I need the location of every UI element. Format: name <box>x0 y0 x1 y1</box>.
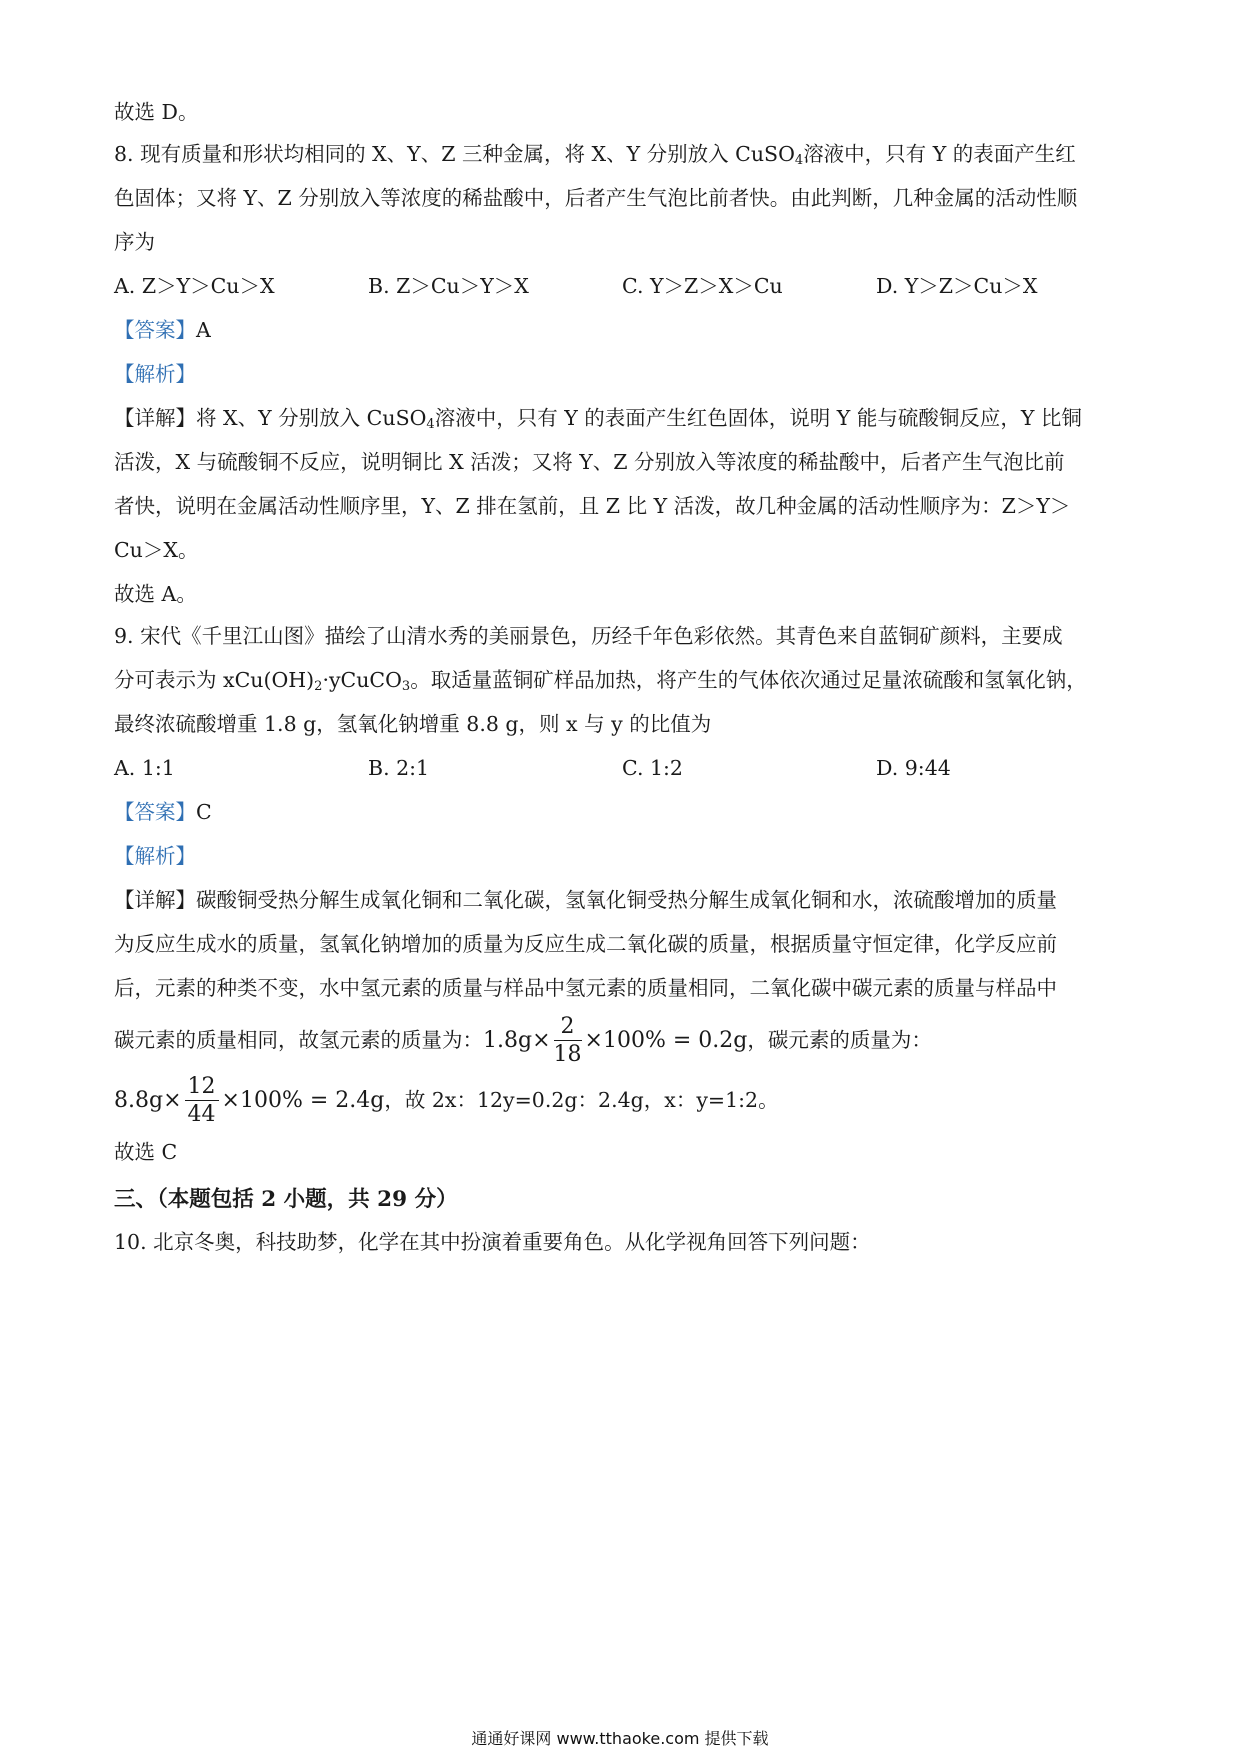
q9-detail-line-1 <box>114 886 1134 914</box>
q9-answer <box>114 798 1134 826</box>
text: ，碳元素的质量为： <box>747 1028 932 1052</box>
formula-text: 8.8g× <box>114 1088 182 1113</box>
detail-tag: 【详解】 <box>114 406 196 430</box>
q9-detail-line-2 <box>114 930 1134 958</box>
analysis-tag: 【解析】 <box>114 362 196 386</box>
fraction-numerator: 2 <box>554 1014 582 1041</box>
q8-analysis-tag <box>114 360 1134 388</box>
text: 10. 北京冬奥，科技助梦，化学在其中扮演着重要角色。从化学视角回答下列问题： <box>114 1230 871 1254</box>
text: 最终浓硫酸增重 1.8 g，氢氧化钠增重 8.8 g，则 x 与 y 的比值为 <box>114 712 712 736</box>
q9-option-a: A. 1:1 <box>114 756 175 780</box>
text: 碳元素的质量相同，故氢元素的质量为： <box>114 1028 483 1052</box>
q9-detail-line-5 <box>114 1072 1134 1129</box>
q9-stem-line-3 <box>114 710 1134 738</box>
q8-option-d: D. Y＞Z＞Cu＞X <box>876 274 1038 298</box>
fraction-denominator: 18 <box>553 1042 582 1067</box>
q9-stem-line-1 <box>114 622 1134 650</box>
text: 碳酸铜受热分解生成氧化铜和二氧化碳，氢氧化铜受热分解生成氧化铜和水，浓硫酸增加的质量 <box>196 888 1057 912</box>
text: 序为 <box>114 230 155 254</box>
q8-detail-line-2 <box>114 448 1134 476</box>
q8-option-a: A. Z＞Y＞Cu＞X <box>114 274 275 298</box>
section-heading <box>114 1186 1134 1214</box>
subscript: 2 <box>314 679 323 694</box>
text: ·yCuCO <box>322 668 402 692</box>
fraction-denominator: 44 <box>187 1102 216 1127</box>
line-conclusion-prev <box>114 98 1134 126</box>
q8-detail-line-1 <box>114 404 1134 432</box>
subscript: 4 <box>426 417 435 432</box>
q8-detail-line-3 <box>114 492 1134 520</box>
answer-tag: 【答案】 <box>114 800 196 824</box>
text: 9. 宋代《千里江山图》描绘了山清水秀的美丽景色，历经千年色彩依然。其青色来自蓝铜矿颜料，主要成 <box>114 624 1063 648</box>
q8-answer <box>114 316 1134 344</box>
q10-stem-line-1 <box>114 1228 1134 1256</box>
formula-text: ×100% = 2.4g <box>221 1088 385 1113</box>
answer-value: A <box>196 318 211 342</box>
q9-option-c: C. 1:2 <box>622 756 683 780</box>
text: 故选 D。 <box>114 100 199 124</box>
q9-detail-line-3 <box>114 974 1134 1002</box>
formula-text: 1.8g× <box>483 1028 551 1053</box>
text: Cu＞X。 <box>114 538 199 562</box>
formula-text: ×100% = 0.2g <box>584 1028 748 1053</box>
answer-tag: 【答案】 <box>114 318 196 342</box>
text: 将 X、Y 分别放入 CuSO <box>196 406 427 430</box>
subscript: 4 <box>794 153 804 168</box>
q9-analysis-tag <box>114 842 1134 870</box>
page-footer: 通通好课网 www.tthaoke.com 提供下载 <box>471 1729 769 1748</box>
text: 为反应生成水的质量，氢氧化钠增加的质量为反应生成二氧化碳的质量，根据质量守恒定律，化学反应前 <box>114 932 1057 956</box>
fraction <box>554 1014 582 1069</box>
text: 者快，说明在金属活动性顺序里，Y、Z 排在氢前，且 Z 比 Y 活泼，故几种金属的活动性顺序为：Z＞Y＞ <box>114 494 1071 518</box>
answer-value: C <box>196 800 212 824</box>
text: ，故 2x：12y=0.2g：2.4g，x：y=1:2。 <box>384 1088 779 1112</box>
detail-tag: 【详解】 <box>114 888 196 912</box>
fraction <box>185 1074 219 1129</box>
text: 8. 现有质量和形状均相同的 X、Y、Z 三种金属，将 X、Y 分别放入 CuSO <box>114 142 795 166</box>
text: 三、（本题包括 2 小题，共 29 分） <box>114 1187 458 1212</box>
text: 故选 A。 <box>114 582 197 606</box>
analysis-tag: 【解析】 <box>114 844 196 868</box>
q9-stem-line-2 <box>114 666 1134 694</box>
q9-option-d: D. 9:44 <box>876 756 951 780</box>
q9-detail-line-4 <box>114 1012 1134 1069</box>
text: 溶液中，只有 Y 的表面产生红色固体，说明 Y 能与硫酸铜反应，Y 比铜 <box>434 406 1082 430</box>
q9-option-b: B. 2:1 <box>368 756 430 780</box>
text: 溶液中，只有 Y 的表面产生红 <box>803 142 1076 166</box>
text: 故选 C <box>114 1140 178 1164</box>
q9-conclusion <box>114 1138 1134 1166</box>
q8-option-b: B. Z＞Cu＞Y＞X <box>368 274 529 298</box>
text: 后，元素的种类不变，水中氢元素的质量与样品中氢元素的质量相同，二氧化碳中碳元素的质量与样品中 <box>114 976 1057 1000</box>
fraction-numerator: 12 <box>185 1074 219 1101</box>
text: 。取适量蓝铜矿样品加热，将产生的气体依次通过足量浓硫酸和氢氧化钠， <box>410 668 1087 692</box>
subscript: 3 <box>401 679 411 694</box>
q8-stem-line-1 <box>114 140 1134 168</box>
q8-conclusion <box>114 580 1134 608</box>
text: 分可表示为 xCu(OH) <box>114 668 315 692</box>
q8-stem-line-3 <box>114 228 1134 256</box>
q8-detail-line-4 <box>114 536 1134 564</box>
q8-stem-line-2 <box>114 184 1134 212</box>
text: 活泼，X 与硫酸铜不反应，说明铜比 X 活泼；又将 Y、Z 分别放入等浓度的稀盐酸中，后者产生气泡比前 <box>114 450 1065 474</box>
text: 色固体；又将 Y、Z 分别放入等浓度的稀盐酸中，后者产生气泡比前者快。由此判断，几种金属的活动性顺 <box>114 186 1078 210</box>
q8-option-c: C. Y＞Z＞X＞Cu <box>622 274 783 298</box>
